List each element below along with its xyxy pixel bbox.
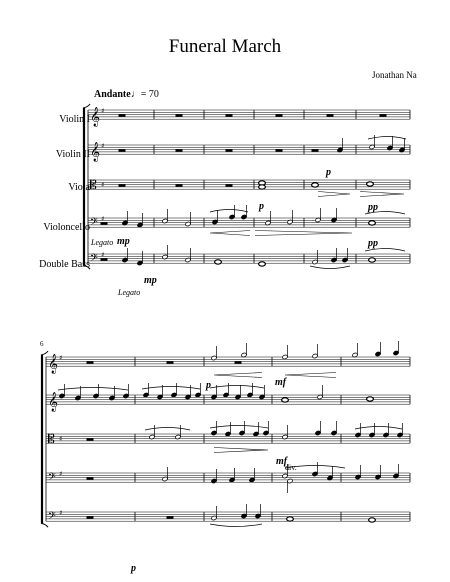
- quarter-note-icon: ♩: [130, 89, 141, 100]
- whole-rest: [176, 150, 182, 152]
- instrument-label-viola: Viola: [68, 182, 90, 193]
- dynamic-mark: p: [259, 201, 264, 212]
- bracket-hook: [41, 523, 48, 527]
- whole-rest: [167, 362, 173, 364]
- whole-note: [259, 185, 266, 189]
- dynamic-mark: mf: [276, 456, 288, 467]
- alto-clef-icon: 𝄡: [48, 432, 55, 447]
- expression-text: div.: [285, 463, 297, 472]
- slur: [210, 426, 268, 429]
- slur: [310, 266, 350, 269]
- alto-clef-icon: 𝄡: [90, 178, 97, 193]
- dynamic-mark: pp: [368, 202, 378, 213]
- expression-text: Legato: [118, 288, 141, 297]
- slur: [365, 212, 405, 215]
- key-signature-sharp-icon: ♯: [59, 354, 63, 362]
- whole-rest: [276, 115, 282, 117]
- whole-rest: [87, 439, 93, 441]
- expression-text: Legato: [91, 238, 114, 247]
- whole-rest: [87, 478, 93, 480]
- decrescendo-hairpin: [318, 192, 350, 197]
- dynamic-mark: pp: [368, 238, 378, 249]
- instrument-label-violoncello: Violoncello: [43, 222, 90, 233]
- tempo-text: Andante: [94, 89, 131, 100]
- score-title: Funeral March: [168, 36, 282, 57]
- slur: [58, 388, 128, 391]
- whole-note: [312, 183, 319, 187]
- slur: [368, 137, 406, 140]
- slur: [365, 249, 405, 252]
- whole-rest: [226, 150, 232, 152]
- key-signature-sharp-icon: ♯: [59, 470, 63, 478]
- whole-rest: [380, 115, 386, 117]
- crescendo-hairpin: [285, 373, 336, 378]
- key-signature-sharp-icon: ♯: [101, 181, 105, 189]
- instrument-label-violin-1: Violin I: [59, 114, 90, 125]
- whole-note: [259, 262, 266, 266]
- dynamic-mark: p: [131, 563, 136, 574]
- whole-note: [369, 221, 376, 225]
- dynamic-mark: mf: [275, 377, 287, 388]
- bass-clef-icon: 𝄢: [90, 252, 98, 267]
- crescendo-hairpin: [214, 373, 262, 378]
- bracket-hook: [83, 265, 90, 269]
- instrument-label-double-bass: Double Bass: [39, 259, 90, 270]
- decrescendo-hairpin: [214, 448, 268, 453]
- tempo-bpm: = 70: [140, 89, 159, 100]
- decrescendo-hairpin: [255, 231, 352, 236]
- dynamic-mark: p: [326, 167, 331, 178]
- dynamic-mark: mp: [144, 275, 157, 286]
- whole-rest: [87, 362, 93, 364]
- key-signature-sharp-icon: ♯: [101, 107, 105, 115]
- slur: [210, 524, 262, 527]
- slur: [355, 427, 402, 430]
- crescendo-hairpin: [210, 231, 250, 236]
- whole-rest: [119, 150, 125, 152]
- whole-note: [369, 258, 376, 262]
- bass-clef-icon: 𝄢: [48, 471, 56, 486]
- whole-note: [287, 517, 294, 521]
- whole-note: [367, 182, 374, 186]
- key-signature-sharp-icon: ♯: [59, 392, 63, 400]
- dynamic-mark: p: [206, 380, 211, 391]
- whole-rest: [119, 185, 125, 187]
- bass-clef-icon: 𝄢: [48, 510, 56, 525]
- treble-clef-icon: 𝄞: [90, 107, 101, 128]
- whole-rest: [226, 115, 232, 117]
- treble-clef-icon: 𝄞: [48, 392, 59, 413]
- whole-rest: [87, 517, 93, 519]
- whole-rest: [176, 115, 182, 117]
- decrescendo-hairpin: [360, 192, 404, 197]
- whole-rest: [226, 185, 232, 187]
- whole-rest: [327, 115, 333, 117]
- slur: [145, 428, 190, 431]
- whole-rest: [312, 150, 318, 152]
- whole-rest: [119, 115, 125, 117]
- slur: [285, 466, 345, 469]
- slur: [210, 386, 264, 389]
- whole-note: [367, 397, 374, 401]
- key-signature-sharp-icon: ♯: [101, 215, 105, 223]
- measure-number: 6: [40, 340, 44, 348]
- dynamic-mark: mp: [117, 236, 130, 247]
- slur: [142, 387, 200, 390]
- instrument-label-violin-2: Violin II: [55, 149, 90, 160]
- key-signature-sharp-icon: ♯: [101, 142, 105, 150]
- treble-clef-icon: 𝄞: [90, 142, 101, 163]
- notation: [58, 115, 406, 527]
- whole-rest: [167, 517, 173, 519]
- key-signature-sharp-icon: ♯: [101, 251, 105, 259]
- whole-note: [282, 398, 289, 402]
- slur: [210, 210, 248, 213]
- whole-note: [215, 260, 222, 264]
- key-signature-sharp-icon: ♯: [59, 509, 63, 517]
- clefs: [48, 107, 104, 524]
- whole-rest: [176, 185, 182, 187]
- key-signature-sharp-icon: ♯: [59, 435, 63, 443]
- whole-note: [369, 518, 376, 522]
- bracket-hook: [41, 351, 48, 355]
- whole-rest: [276, 150, 282, 152]
- staff-lines: [41, 104, 410, 527]
- bass-clef-icon: 𝄢: [90, 216, 98, 231]
- bracket-hook: [83, 104, 90, 108]
- whole-rest: [235, 362, 241, 364]
- treble-clef-icon: 𝄞: [48, 354, 59, 375]
- composer-name: Jonathan Na: [372, 70, 417, 80]
